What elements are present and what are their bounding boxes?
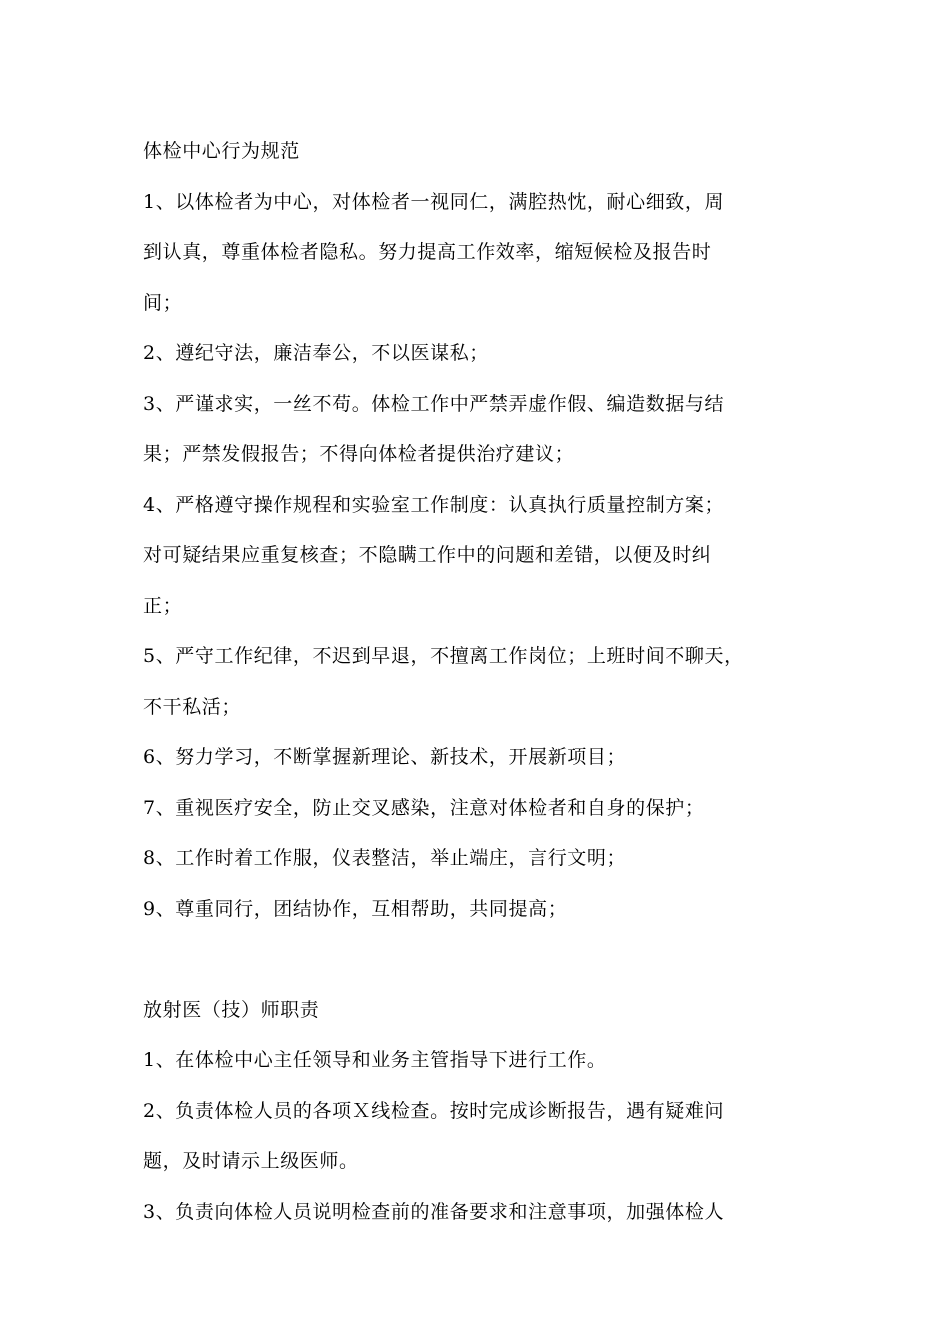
section-spacer [143,934,833,985]
text-line: 1、以体检者为中心，对体检者一视同仁，满腔热忱，耐心细致，周 [143,190,725,213]
text-line: 1、在体检中心主任领导和业务主管指导下进行工作。 [143,1049,607,1071]
text-line: 3、负责向体检人员说明检查前的准备要求和注意事项，加强体检人 [143,1200,725,1223]
text-line: 8、工作时着工作服，仪表整洁，举止端庄，言行文明； [143,847,627,869]
text-line: 题，及时请示上级医师。 [143,1150,359,1172]
text-line: 4、严格遵守操作规程和实验室工作制度：认真执行质量控制方案； [143,493,725,516]
text-line: 到认真，尊重体检者隐私。努力提高工作效率，缩短候检及报告时 [143,241,712,263]
section-title-conduct-code: 体检中心行为规范 [143,140,300,162]
text-line: 对可疑结果应重复核查；不隐瞒工作中的问题和差错，以便及时纠 [143,544,712,566]
text-line: 3、严谨求实，一丝不苟。体检工作中严禁弄虚作假、编造数据与结 [143,392,725,415]
text-line: 正； [143,594,183,617]
text-line: 5、严守工作纪律，不迟到早退，不擅离工作岗位；上班时间不聊天， [143,645,744,667]
text-line: 9、尊重同行，团结协作，互相帮助，共同提高； [143,897,568,920]
text-line: 果；严禁发假报告；不得向体检者提供治疗建议； [143,443,575,465]
section-title-radiology-duties: 放射医（技）师职责 [143,998,320,1021]
text-line: 不干私活； [143,695,242,718]
document-page [143,126,833,1237]
text-line: 2、负责体检人员的各项Ｘ线检查。按时完成诊断报告，遇有疑难问 [143,1099,725,1122]
text-line: 7、重视医疗安全，防止交叉感染，注意对体检者和自身的保护； [143,796,705,819]
text-line: 6、努力学习，不断掌握新理论、新技术，开展新项目； [143,746,627,768]
text-line: 2、遵纪守法，廉洁奉公，不以医谋私； [143,342,489,364]
text-line: 间； [143,291,183,314]
